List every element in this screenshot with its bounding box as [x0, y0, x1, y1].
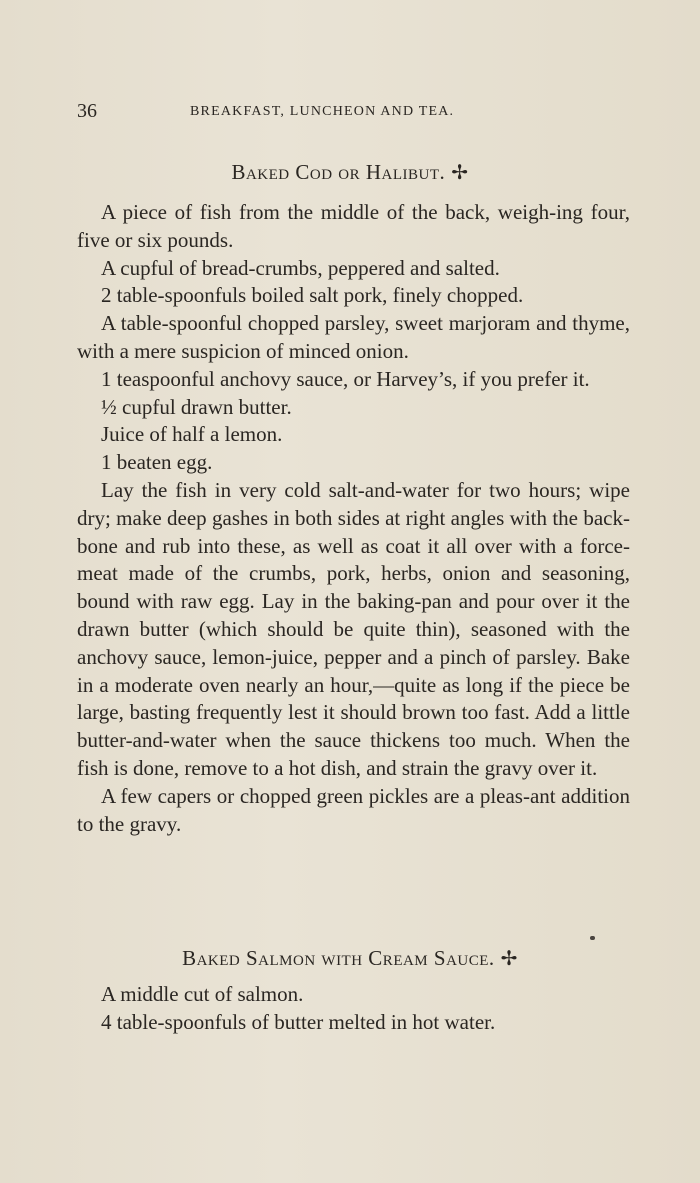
ingredient-line: 1 teaspoonful anchovy sauce, or Harvey’s, if you prefer it. — [101, 366, 590, 391]
ink-speck — [590, 936, 595, 940]
ingredient-line: ½ cupful drawn butter. — [101, 394, 292, 419]
recipe-title-text: Baked Cod or Halibut. — [231, 160, 446, 184]
instructions-paragraph: Lay the fish in very cold salt-and-water for two hours; wipe dry; make deep gashes in both sides at right angles with the back-bone and rub into these, as well as coat it all over with a force-meat made of the crumbs, pork, herbs, onion and seasoning, bound with raw egg. Lay in the baking-pan and pour over it the drawn butter (which should be quite thin), seasoned with the anchovy sauce, lemon-juice, pepper and a pinch of parsley. Bake in a moderate oven nearly an hour,—quite as long if the piece be large, basting frequently lest it should brown too fast. Add a little butter-and-water when the sauce thickens too much. When the fish is done, remove to a hot dish, and strain the gravy over it. — [77, 477, 630, 780]
ingredient-line: Juice of half a lemon. — [101, 422, 283, 447]
cross-mark-icon: ✢ — [451, 162, 469, 184]
ingredient-line: 4 table-spoonfuls of butter melted in hot water. — [101, 1009, 496, 1034]
page-header — [77, 100, 597, 128]
ingredient-line: A table-spoonful chopped parsley, sweet marjoram and thyme, with a mere suspicion of minced onion. — [77, 311, 630, 363]
note-paragraph: A few capers or chopped green pickles are a pleas-ant addition to the gravy. — [77, 783, 630, 836]
ingredient-line: A cupful of bread-crumbs, peppered and salted. — [101, 255, 500, 280]
cross-mark-icon: ✢ — [500, 948, 518, 970]
ingredient-line: A piece of fish from the middle of the back, weigh-ing four, five or six pounds. — [77, 200, 630, 252]
recipe-title-baked-cod — [0, 160, 700, 185]
recipe-title-text: Baked Salmon with Cream Sauce. — [182, 946, 495, 970]
recipe-body-baked-cod — [77, 199, 630, 838]
page-number: 36 — [77, 100, 97, 122]
recipe-title-baked-salmon — [0, 946, 700, 971]
running-head: BREAKFAST, LUNCHEON AND TEA. — [190, 104, 455, 119]
ingredient-line: A middle cut of salmon. — [101, 982, 304, 1006]
recipe-body-baked-salmon — [77, 981, 630, 1037]
ingredient-line: 1 beaten egg. — [101, 450, 213, 475]
ingredient-line: 2 table-spoonfuls boiled salt pork, finely chopped. — [101, 283, 524, 308]
